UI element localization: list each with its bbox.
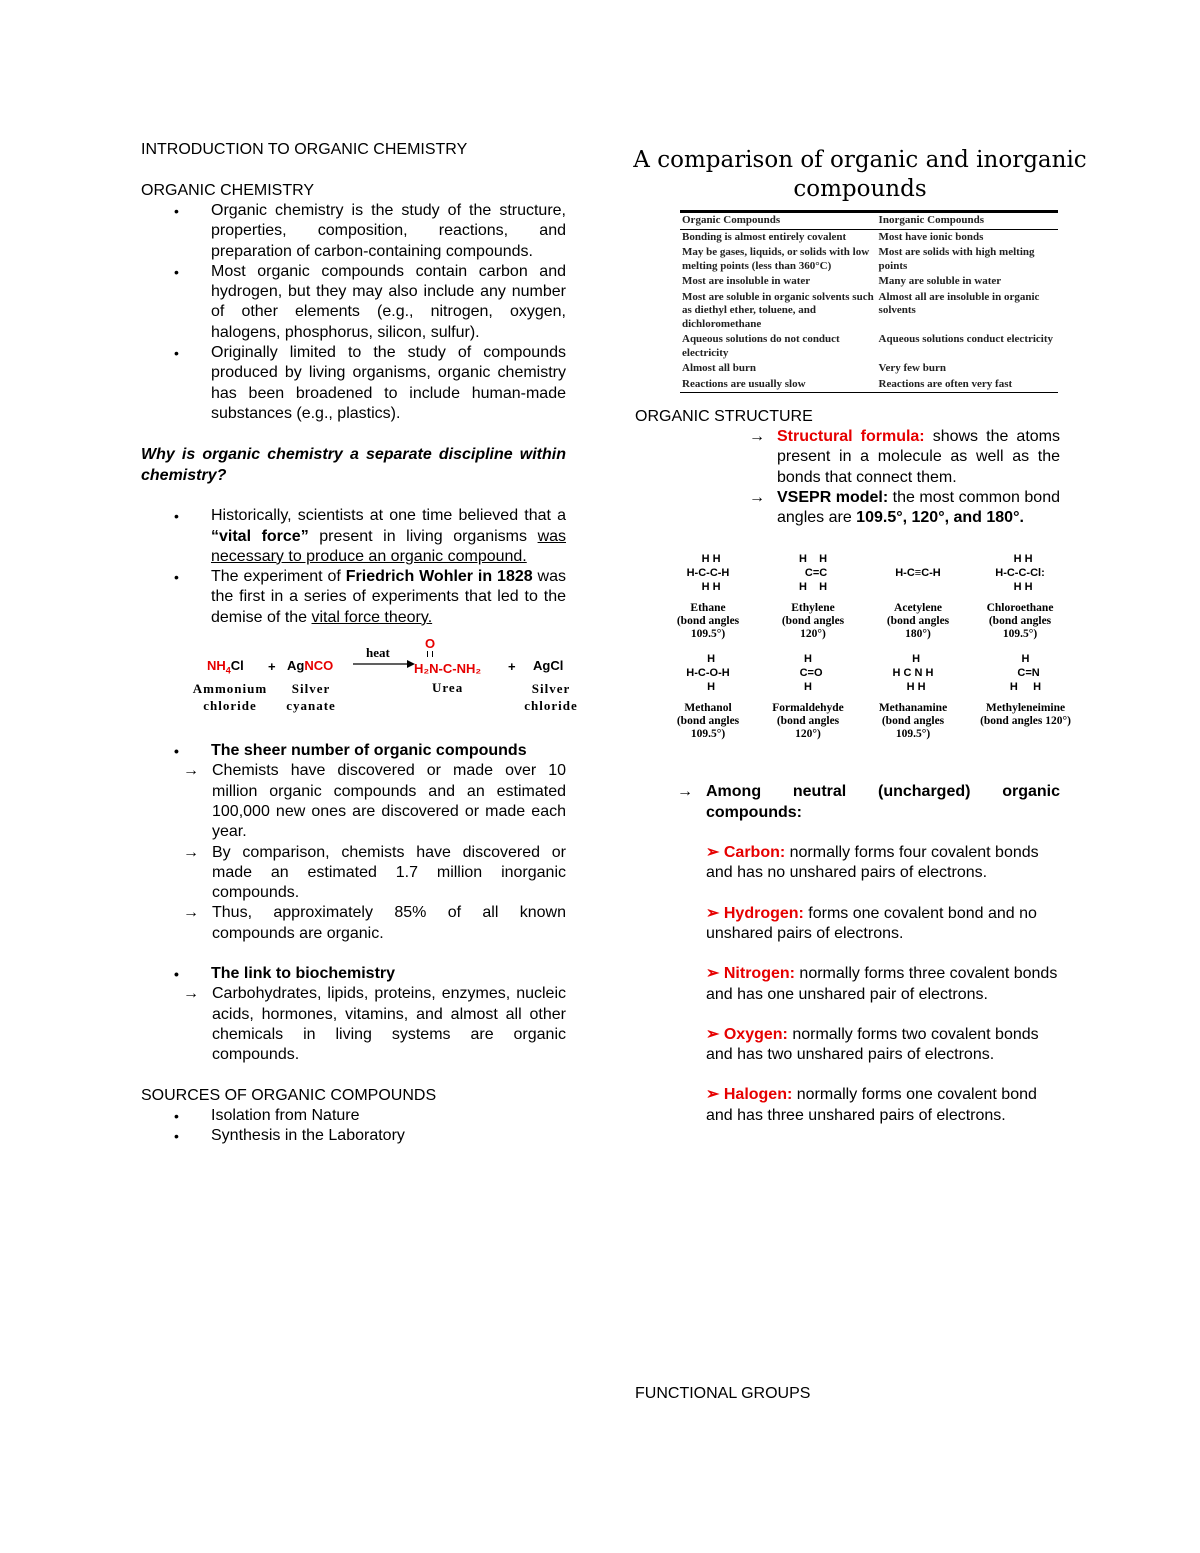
why-list: [141, 506, 566, 628]
comparison-title: A comparison of organic and inorganic compounds: [633, 147, 1087, 202]
molecule-methanamine: H H C N H H H Methanamine (bond angles 109.5°): [878, 653, 948, 741]
list-item: • Most organic compounds contain carbon and hydrogen, but they may also include any number of other elements (e.g., nitrogen, oxygen, halogens, phosphorus, silicon, sulfur).: [141, 262, 566, 343]
functional-groups-heading: FUNCTIONAL GROUPS: [635, 1385, 811, 1402]
why-heading: Why is organic chemistry a separate discipline within chemistry?: [141, 446, 566, 485]
molecule-formaldehyde: H C=O H Formaldehyde (bond angles 120°): [772, 653, 844, 741]
table-row: Aqueous solutions do not conduct electricity Aqueous solutions conduct electricity: [682, 333, 1054, 359]
element-oxygen: ➢ Oxygen: normally forms two covalent bonds and has two unshared pairs of electrons.: [706, 1025, 1039, 1064]
sheer-number-heading: • The sheer number of organic compounds: [141, 741, 566, 761]
element-rules: [706, 843, 1060, 1126]
table-row: Bonding is almost entirely covalent Most have ionic bonds: [682, 230, 984, 243]
molecule-acetylene: H-C≡C-H Acetylene (bond angles 180°): [886, 567, 950, 641]
vsepr-item: → VSEPR model: the most common bond angles are 109.5°, 120°, and 180°.: [707, 488, 1060, 529]
sheer-number-points: [141, 761, 566, 944]
right-column: [633, 140, 1087, 1126]
left-column: [141, 140, 578, 1146]
list-item: → Thus, approximately 85% of all known compounds are organic.: [141, 903, 566, 944]
structural-formula-item: → Structural formula: shows the atoms present in a molecule as well as the bonds that connect them.: [707, 427, 1060, 488]
table-row: Most are insoluble in water Many are soluble in water: [682, 275, 1002, 287]
list-item: • Organic chemistry is the study of the structure, properties, composition, reactions, and preparation of carbon-containing compounds.: [141, 201, 566, 262]
molecule-ethane: H H H-C-C-H H H Ethane (bond angles 109.5°): [676, 553, 740, 641]
element-carbon: ➢ Carbon: normally forms four covalent bonds and has no unshared pairs of electrons.: [706, 844, 1039, 882]
organic-structure-heading: ORGANIC STRUCTURE: [635, 408, 813, 425]
molecule-methyleneimine: H C=N H H Methyleneimine (bond angles 120°): [980, 653, 1071, 728]
element-nitrogen: ➢ Nitrogen: normally forms three covalent bonds and has one unshared pair of electrons.: [706, 965, 1058, 1003]
sources-heading: SOURCES OF ORGANIC COMPOUNDS: [141, 1086, 437, 1104]
comparison-table: [680, 210, 1058, 393]
table-row: Almost all burn Very few burn: [682, 362, 946, 374]
document-title: INTRODUCTION TO ORGANIC CHEMISTRY: [141, 141, 468, 158]
biochemistry-list: [141, 964, 566, 984]
list-item: • Isolation from Nature: [141, 1106, 566, 1126]
list-item: → Chemists have discovered or made over 10 million organic compounds and an estimated 100,000 new ones are discovered or made each year.: [141, 761, 566, 842]
list-item: → By comparison, chemists have discovered or made an estimated 1.7 million inorganic compounds.: [141, 843, 566, 904]
list-item: • Synthesis in the Laboratory: [141, 1126, 566, 1146]
urea-formula: H₂N-C-NH₂: [414, 661, 482, 677]
table-row: Reactions are usually slow Reactions are often very fast: [680, 377, 1058, 393]
molecule-chloroethane: H H H-C-C-Cl: H H Chloroethane (bond angles 109.5°): [986, 553, 1054, 641]
element-hydrogen: ➢ Hydrogen: forms one covalent bond and no unshared pairs of electrons.: [706, 904, 1037, 942]
silver-cyanate-formula: AgNCO: [287, 658, 334, 674]
sheer-number-list: [141, 741, 566, 761]
structure-points: [707, 427, 1060, 528]
table-row: May be gases, liquids, or solids with low melting points (less than 360°C) Most are solids with high melting points: [682, 246, 1035, 272]
table-header-row: Organic Compounds Inorganic Compounds: [680, 212, 1058, 230]
table-row: Most are soluble in organic solvents such as diethyl ether, toluene, and dichloromethane Almost all are insoluble in organic solvents: [682, 290, 1040, 330]
element-halogen: ➢ Halogen: normally forms one covalent bond and has three unshared pairs of electrons.: [706, 1086, 1037, 1124]
double-bond-icon: [427, 651, 433, 657]
reaction-arrow-icon: [353, 659, 415, 669]
molecule-grid: [663, 552, 1093, 762]
wohler-item: • The experiment of Friedrich Wohler in 1828 was the first in a series of experiments that led to the demise of the vital force theory.: [141, 567, 566, 628]
molecule-ethylene: H H C=C H H Ethylene (bond angles 120°): [781, 553, 845, 641]
biochemistry-heading: • The link to biochemistry: [141, 964, 566, 984]
wohler-reaction: $NH_4Cl$ + AgNCO heat O H₂N-C-NH₂ + AgCl Ammonium chloride Silver cyanate Urea Silver chloride: [192, 636, 578, 714]
molecule-methanol: H H-C-O-H H Methanol (bond angles 109.5°): [676, 653, 740, 741]
vital-force-item: • Historically, scientists at one time believed that a “vital force” present in living organisms was necessary to produce an organic compound.: [141, 506, 566, 567]
neutral-heading: → Among neutral (uncharged) organic compounds:: [635, 782, 1060, 823]
biochemistry-points: [141, 984, 566, 1065]
organic-chemistry-list: [141, 201, 566, 424]
neutral-list: [635, 782, 1060, 823]
list-item: • Originally limited to the study of compounds produced by living organisms, organic chemistry has been broadened to include human-made substances (e.g., plastics).: [141, 343, 566, 424]
ammonium-formula: $NH_4Cl$: [207, 658, 244, 676]
list-item: → Carbohydrates, lipids, proteins, enzymes, nucleic acids, hormones, vitamins, and almost all other chemicals in living systems are organic compounds.: [141, 984, 566, 1065]
silver-chloride-formula: AgCl: [533, 658, 564, 674]
sources-list: [141, 1106, 566, 1147]
organic-chemistry-heading: ORGANIC CHEMISTRY: [141, 182, 315, 199]
